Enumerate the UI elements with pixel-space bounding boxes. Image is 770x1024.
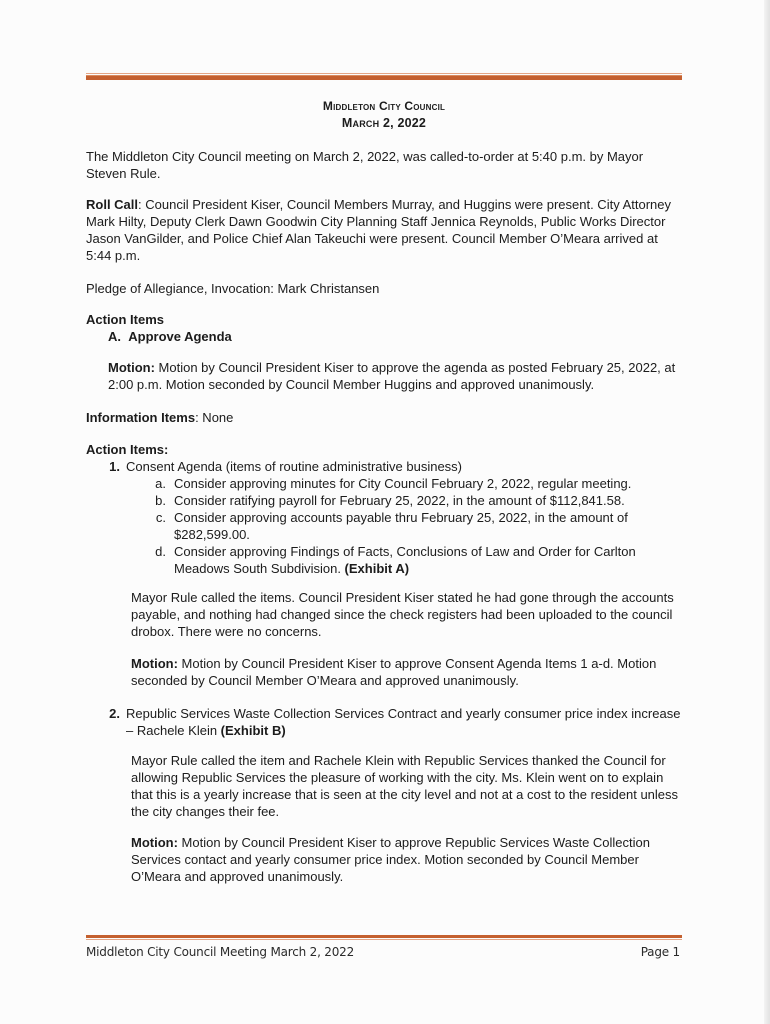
republic-services-item xyxy=(104,705,686,739)
action-items-heading: Action Items xyxy=(86,312,165,327)
motion-label: Motion: xyxy=(131,656,178,671)
roll-call-text: : Council President Kiser, Council Members Murray, and Huggins were present. City Attorney Mark Hilty, Deputy Clerk Dawn Goodwin City Planning Staff Jennica Reynolds, Public Works Director Jason VanGilder, and Police Chief Alan Takeuchi were present. Council Member O’Meara arrived at 5:44 p.m. xyxy=(86,197,672,263)
exhibit-b-label: (Exhibit B) xyxy=(220,723,286,738)
document-date: March 2, 2022 xyxy=(341,116,427,130)
approve-agenda-motion xyxy=(108,359,684,393)
item-number: 2. xyxy=(109,706,120,721)
list-item: c. Consider approving accounts payable thru February 25, 2022, in the amount of $282,599.00. xyxy=(155,510,628,542)
header-rule-thin xyxy=(86,73,682,74)
header-rule xyxy=(86,75,682,80)
footer-page-number: Page 1 xyxy=(640,945,680,959)
scan-edge-shadow xyxy=(764,0,770,1024)
motion-label: Motion: xyxy=(131,835,178,850)
information-items-text: : None xyxy=(195,410,234,425)
republic-discussion: Mayor Rule called the item and Rachele Klein with Republic Services thanked the Council for allowing Republic Services the pleasure of working with the city. Ms. Klein went on to explain that this is a yearly increase that is seen at the city level and not at a cost to the resident unless the city changes their fee. xyxy=(131,753,679,819)
pledge-paragraph: Pledge of Allegiance, Invocation: Mark Christansen xyxy=(86,281,380,296)
list-item: b. Consider ratifying payroll for February 25, 2022, in the amount of $112,841.58. xyxy=(155,493,625,508)
consent-subitems xyxy=(152,475,686,577)
roll-call-paragraph xyxy=(86,196,684,264)
list-item: a. Consider approving minutes for City Council February 2, 2022, regular meeting. xyxy=(155,476,632,491)
roll-call-label: Roll Call xyxy=(86,197,139,212)
exhibit-a-label: (Exhibit A) xyxy=(344,561,410,576)
intro-paragraph: The Middleton City Council meeting on March 2, 2022, was called-to-order at 5:40 p.m. by Mayor Steven Rule. xyxy=(86,149,644,181)
footer-rule-thin xyxy=(86,939,682,940)
footer-rule xyxy=(86,935,682,938)
item-title: Consent Agenda (items of routine administrative business) xyxy=(126,459,463,474)
consent-agenda-item xyxy=(104,458,684,475)
consent-motion xyxy=(131,655,684,689)
motion-text: Motion by Council President Kiser to approve Consent Agenda Items 1 a-d. Motion seconded by Council Member O’Meara and approved unanimously. xyxy=(131,656,657,688)
document-title: Middleton City Council xyxy=(322,99,446,113)
information-items-label: Information Items xyxy=(86,410,196,425)
list-item: d. Consider approving Findings of Facts, Conclusions of Law and Order for Carlton Meadows South Subdivision. (Exhibit A) xyxy=(155,544,636,576)
consent-discussion: Mayor Rule called the items. Council President Kiser stated he had gone through the accounts payable, and nothing had changed since the check registers had been uploaded to the council drobox. There were no concerns. xyxy=(131,590,674,639)
footer-meeting-label: Middleton City Council Meeting March 2, 2022 xyxy=(86,945,355,959)
republic-motion xyxy=(131,834,684,885)
information-items-paragraph xyxy=(86,409,684,426)
action-items-2-heading: Action Items: xyxy=(86,442,169,457)
motion-text: Motion by Council President Kiser to approve the agenda as posted February 25, 2022, at 2:00 p.m. Motion seconded by Council Member Huggins and approved unanimously. xyxy=(108,360,676,392)
item-number: 1. xyxy=(109,459,120,474)
item-title: Republic Services Waste Collection Services Contract and yearly consumer price index increase – Rachele Klein xyxy=(126,706,681,738)
approve-agenda-heading: A. Approve Agenda xyxy=(108,329,232,344)
motion-label: Motion: xyxy=(108,360,155,375)
motion-text: Motion by Council President Kiser to approve Republic Services Waste Collection Services contact and yearly consumer price index. Motion seconded by Council Member O’Meara and approved unanimously. xyxy=(131,835,650,884)
